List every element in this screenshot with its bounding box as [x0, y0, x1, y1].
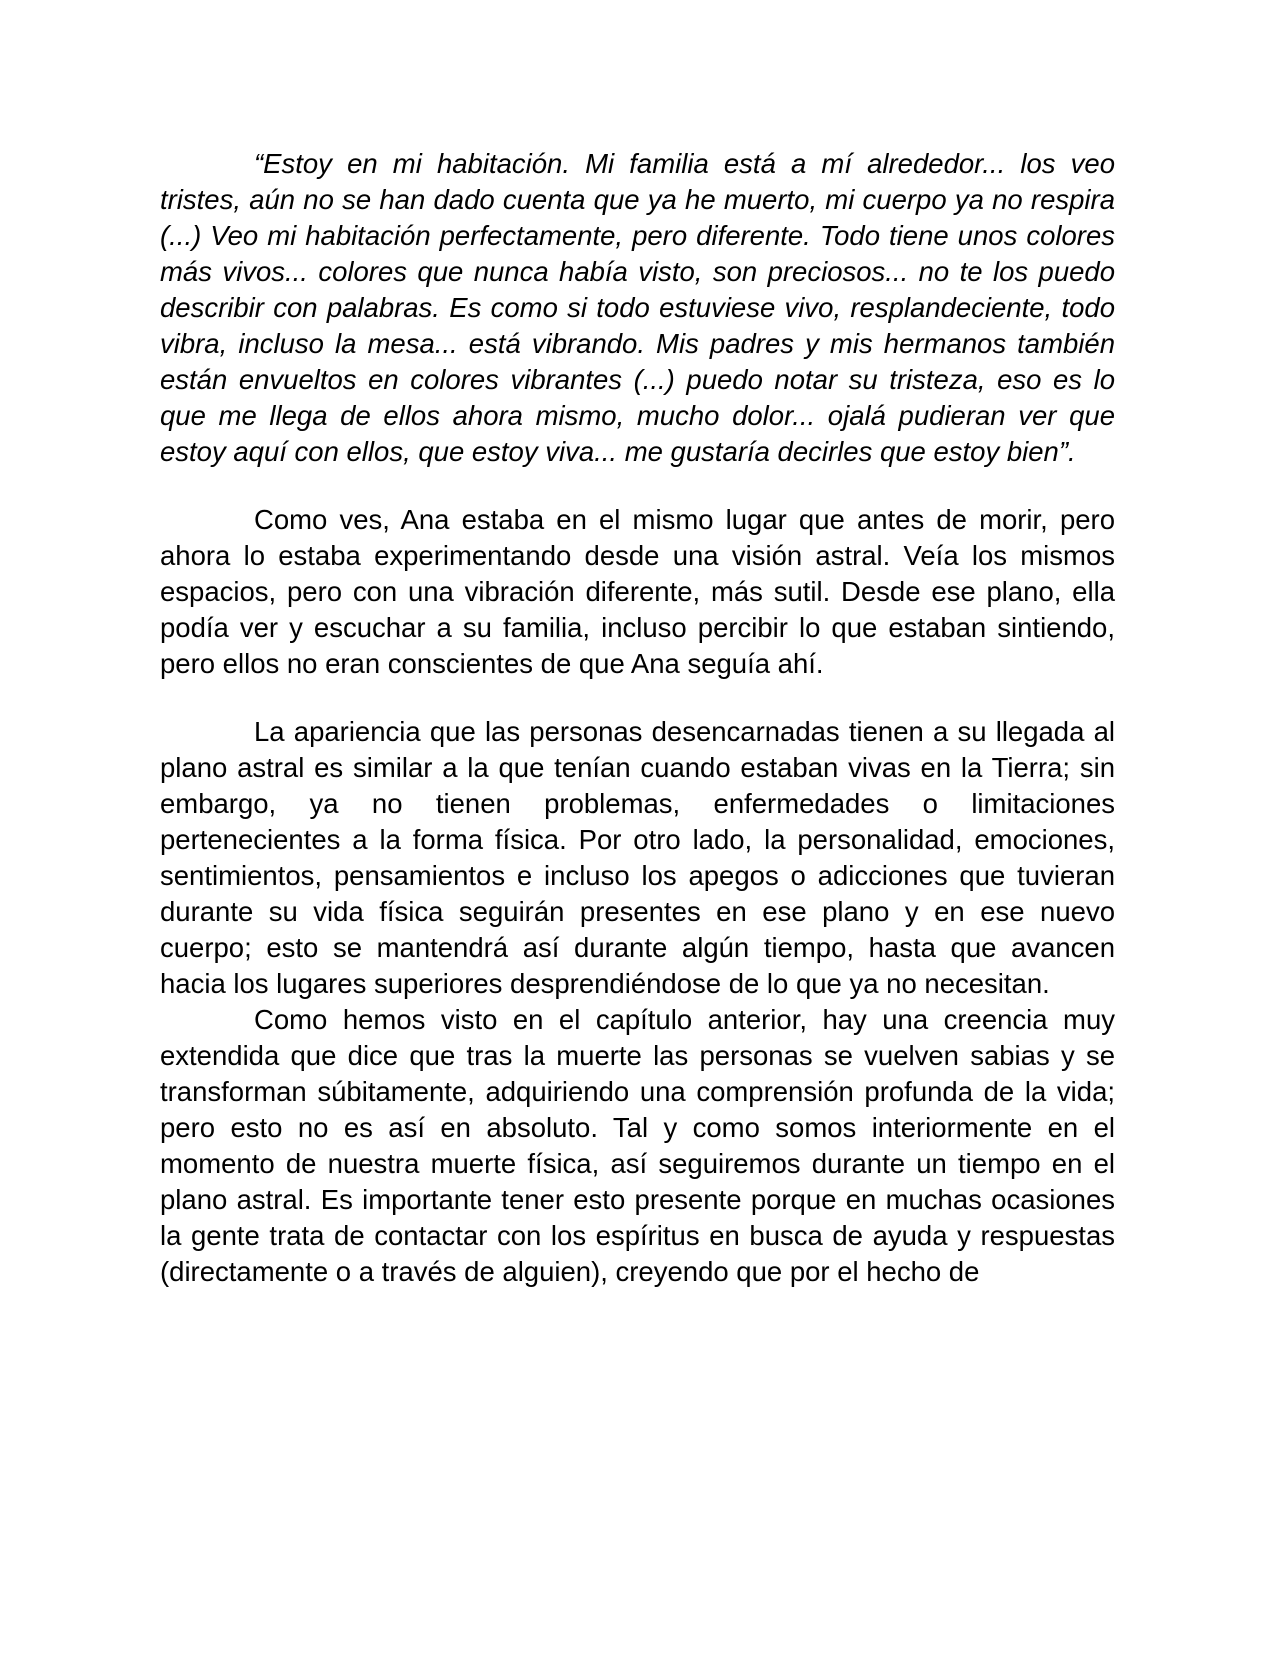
quote-paragraph: “Estoy en mi habitación. Mi familia está a mí alrededor... los veo tristes, aún no se han dado cuenta que ya he muerto, mi cuerpo ya no respira (...) Veo mi habitación perfectamente, pero diferente. Todo tiene unos colores más vivos... colores que nunca había visto, son preciosos... no te los puedo describir con palabras. Es como si todo estuviese vivo, resplandeciente, todo vibra, incluso la mesa... está vibrando. Mis padres y mis hermanos también están envueltos en colores vibrantes (...) puedo notar su tristeza, eso es lo que me llega de ellos ahora mismo, mucho dolor... ojalá pudieran ver que estoy aquí con ellos, que estoy viva... me gustaría decirles que estoy bien”. — [160, 148, 1115, 467]
paragraph-ana-astral-vision: Como ves, Ana estaba en el mismo lugar que antes de morir, pero ahora lo estaba experimentando desde una visión astral. Veía los mismos espacios, pero con una vibración diferente, más sutil. Desde ese plano, ella podía ver y escuchar a su familia, incluso percibir lo que estaban sintiendo, pero ellos no eran conscientes de que Ana seguía ahí. — [160, 504, 1115, 679]
body-text — [160, 146, 1115, 1290]
paragraph-appearance-astral-plane: La apariencia que las personas desencarnadas tienen a su llegada al plano astral es similar a la que tenían cuando estaban vivas en la Tierra; sin embargo, ya no tienen problemas, enfermedades o limitaciones pertenecientes a la forma física. Por otro lado, la personalidad, emociones, sentimientos, pensamientos e incluso los apegos o adicciones que tuvieran durante su vida física seguirán presentes en ese plano y en ese nuevo cuerpo; esto se mantendrá así durante algún tiempo, hasta que avancen hacia los lugares superiores desprendiéndose de lo que ya no necesitan. — [160, 716, 1115, 999]
paragraph-belief-after-death: Como hemos visto en el capítulo anterior, hay una creencia muy extendida que dice que tras la muerte las personas se vuelven sabias y se transforman súbitamente, adquiriendo una comprensión profunda de la vida; pero esto no es así en absoluto. Tal y como somos interiormente en el momento de nuestra muerte física, así seguiremos durante un tiempo en el plano astral. Es importante tener esto presente porque en muchas ocasiones la gente trata de contactar con los espíritus en busca de ayuda y respuestas (directamente o a través de alguien), creyendo que por el hecho de — [160, 1004, 1115, 1287]
